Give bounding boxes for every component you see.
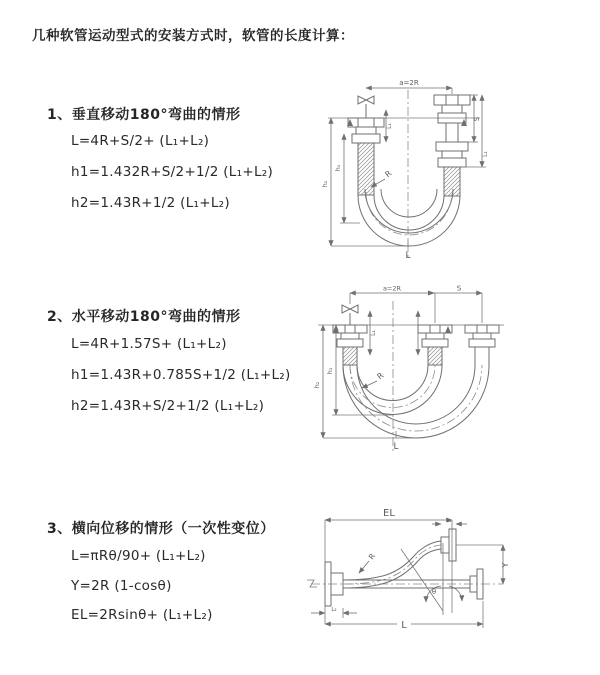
dim-l-bottom [393,431,398,452]
section1-formula-h2: h2=1.43R+1/2 (L₁+L₂) [71,195,230,211]
dim-label-el: EL [383,508,395,519]
dim-label-l1-right: L₁ [482,151,489,157]
left-flange-hose [348,118,384,195]
dim-label-h2: h₂ [313,381,321,389]
dim-label-l1: L₁ [370,330,377,336]
section2-formula-h1: h1=1.43R+0.785S+1/2 (L₁+L₂) [71,367,291,383]
section3-formula-Y: Y=2R (1-cosθ) [71,578,172,594]
radius-callout [362,371,386,388]
dim-h2 [313,325,416,438]
dim-label-s: S [456,284,462,293]
dim-l-bottom [405,240,410,261]
dim-label-h1: h₁ [326,367,334,375]
page-title: 几种软管运动型式的安装方式时，软管的长度计算： [32,28,354,44]
dim-l-bottom [325,601,483,631]
dim-label-l: L [401,620,407,631]
dim-l1-right [462,95,489,167]
diagram-lateral-displacement [303,495,515,650]
dim-label-s: S [473,116,481,122]
angle-construction [401,543,462,615]
dim-label-l: L [393,442,399,452]
dim-a2r [366,79,452,94]
dim-label-r: R [375,370,386,382]
up-arrow-icons [333,326,451,333]
dim-label-a2r: a=2R [399,79,419,87]
dim-label-y: Y [501,562,510,568]
valve-icon [342,305,358,325]
dim-label-r: R [366,551,378,562]
centerline-mark [307,580,317,587]
dim-label-l1-left: L₁ [386,123,393,129]
dim-l1 [432,518,467,524]
dim-label-h1: h₁ [334,164,342,172]
section2-formula-h2: h2=1.43R+S/2+1/2 (L₁+L₂) [71,398,265,414]
dim-label-r: R [383,168,394,180]
section3-formula-L: L=πRθ/90+ (L₁+L₂) [71,548,206,564]
right-flange-hose [434,95,470,196]
hose-u-bend [358,189,460,246]
dim-label-l: L [405,251,411,261]
hose-u-bends [343,365,489,438]
section3-heading: 3、横向位移的情形（一次性变位） [47,521,275,537]
dim-l1-left [370,311,377,355]
dim-h1 [334,134,360,223]
section3-formula-EL: EL=2Rsinθ+ (L₁+L₂) [71,607,213,623]
right-flange-hose [465,325,499,365]
dim-label-l2: L₂ [331,607,337,613]
section1-heading: 1、垂直移动180°弯曲的情形 [47,107,241,123]
section2-formula-L: L=4R+1.57S+ (L₁+L₂) [71,336,227,352]
section2-heading: 2、水平移动180°弯曲的情形 [47,309,241,325]
dim-label-a2r: a=2R [382,284,402,293]
dim-l2 [311,607,357,618]
radius-callout [359,552,377,573]
diagram-horizontal-180-bend [312,281,512,466]
dim-label-l1: L₁ [446,518,452,524]
section1-formula-L: L=4R+S/2+ (L₁+L₂) [71,133,210,149]
dim-l1-left [386,110,393,142]
diagram-vertical-180-bend [312,72,512,264]
valve-icon [358,96,374,118]
angle-label-theta: θ [431,588,437,596]
displaced-hose [343,529,456,588]
dim-el [325,508,452,624]
dim-label-h2: h₂ [321,180,329,188]
section1-formula-h1: h1=1.432R+S/2+1/2 (L₁+L₂) [71,164,274,180]
